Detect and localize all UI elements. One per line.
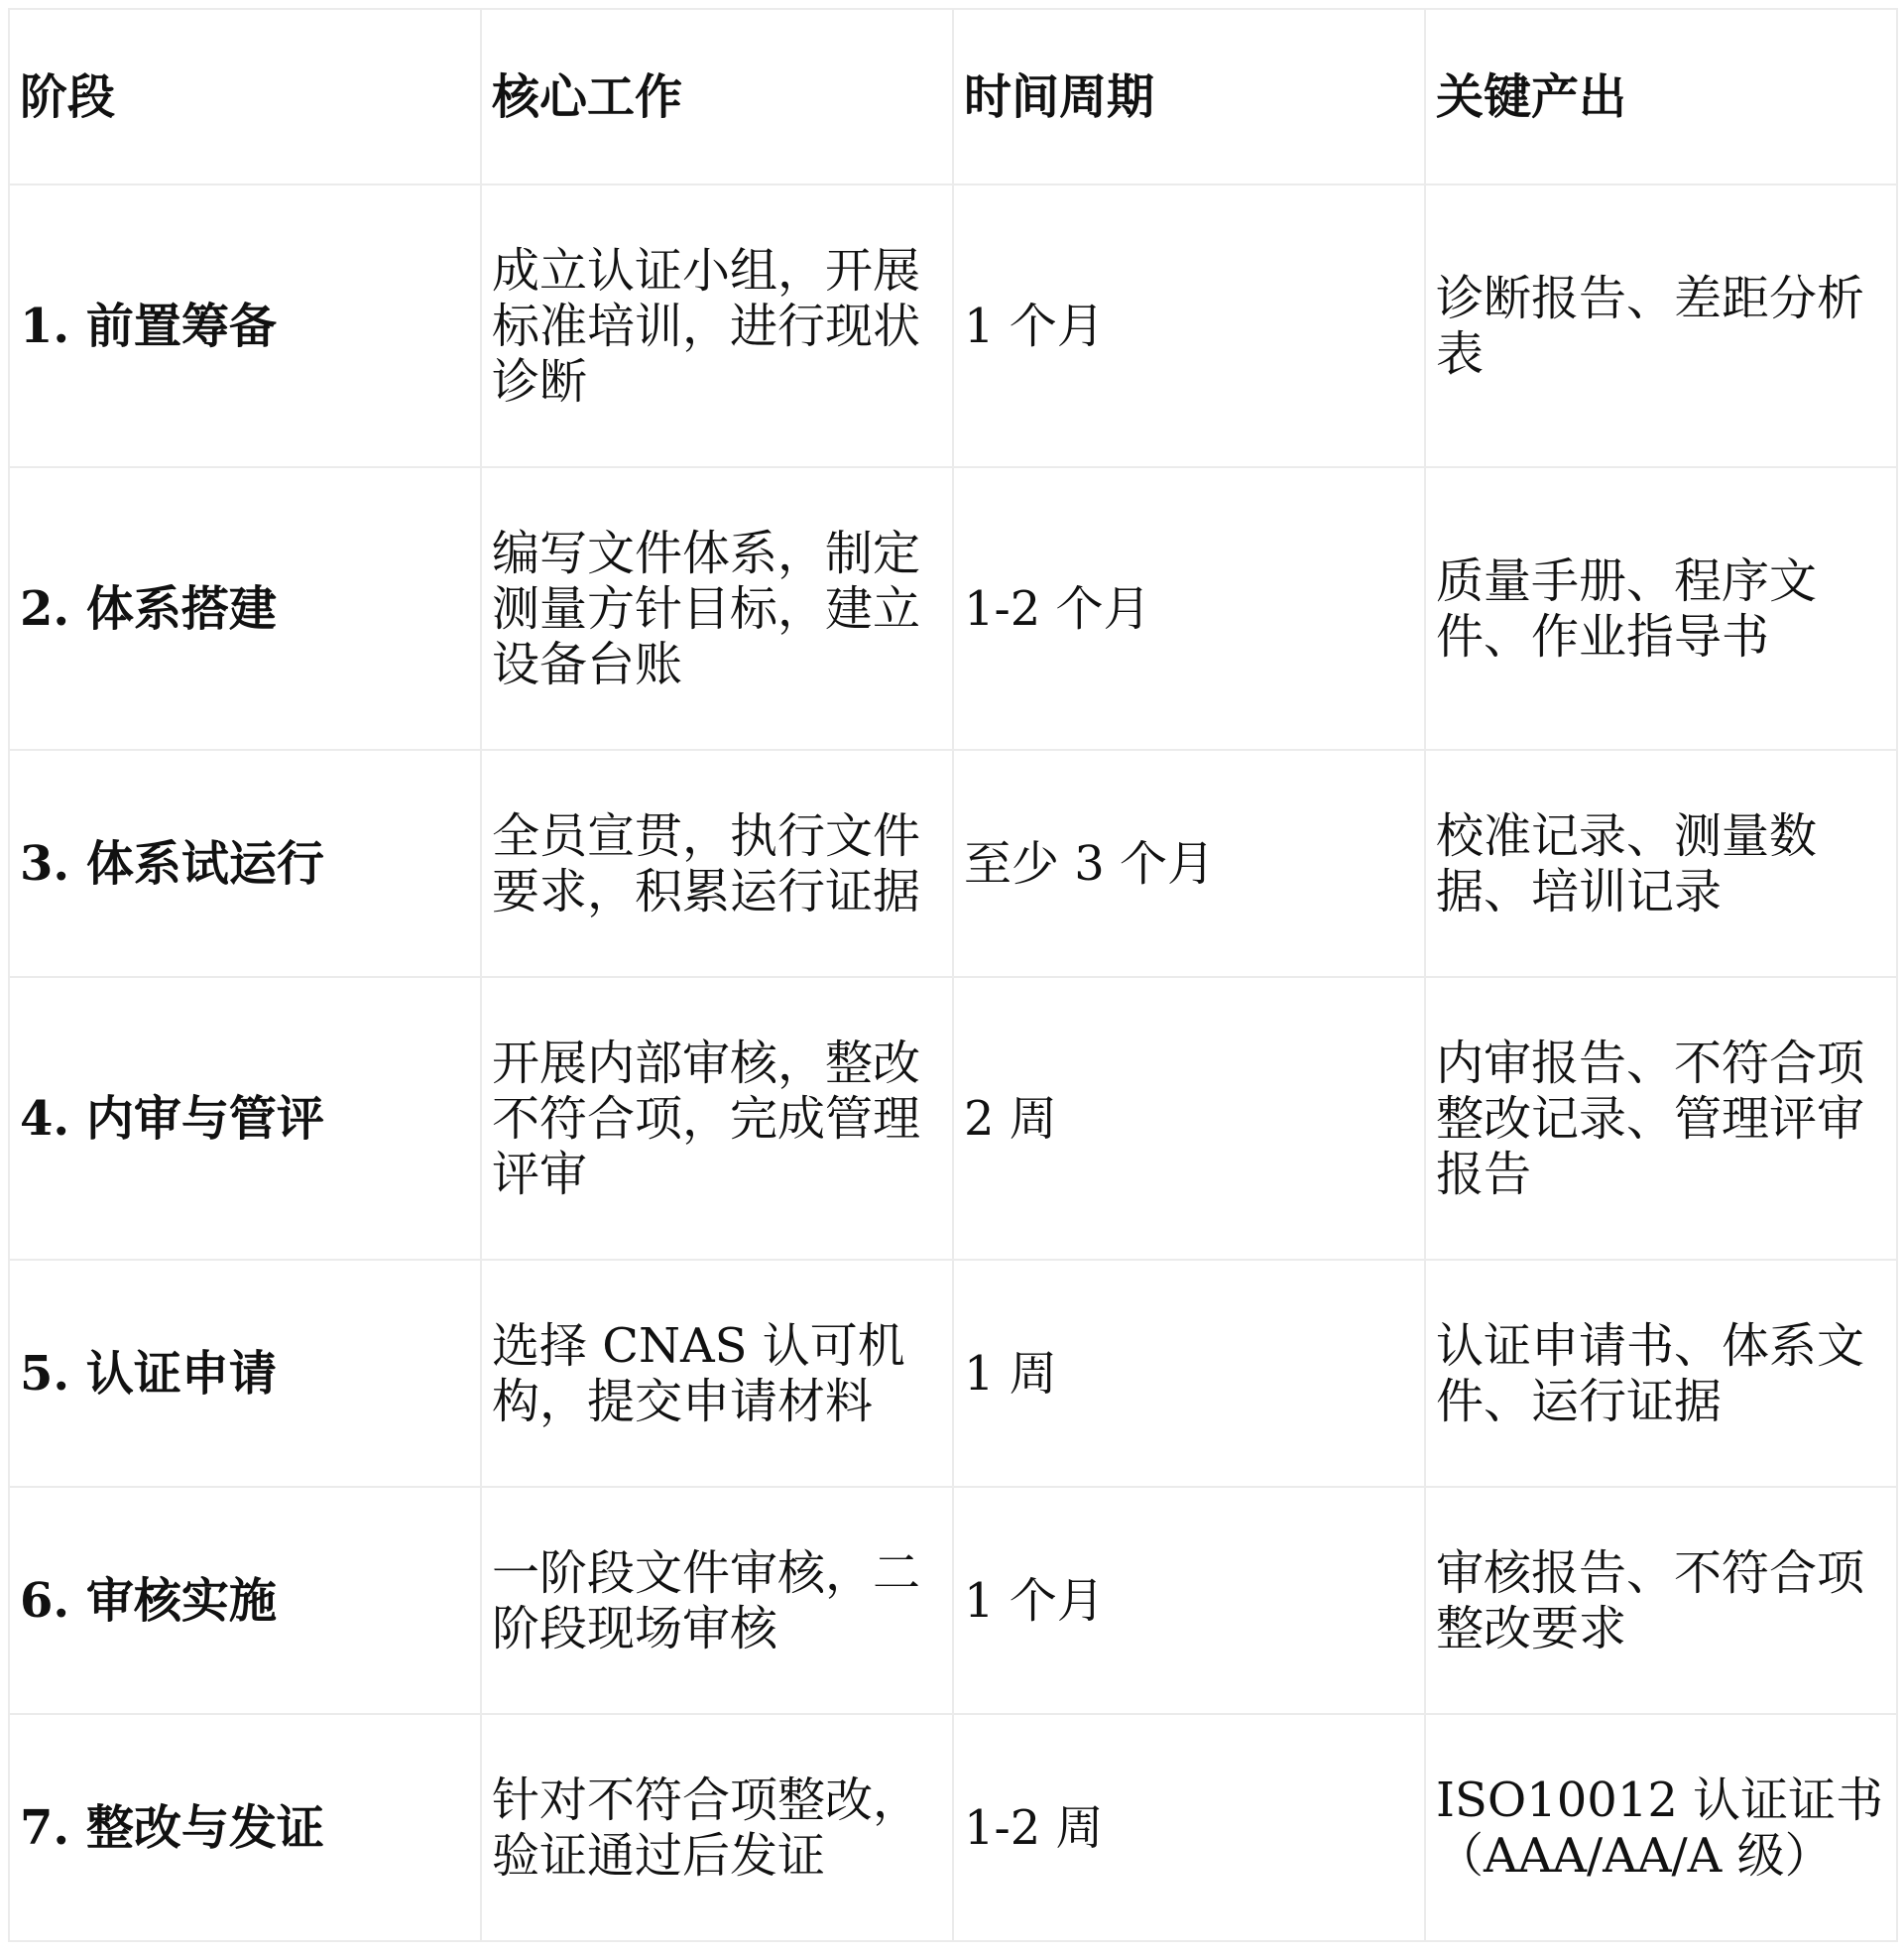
cell-key-output: ISO10012 认证证书（AAA/AA/A 级） [1425,1714,1897,1941]
table-row [9,1487,1897,1714]
cell-time-period: 至少 3 个月 [953,750,1425,977]
cell-core-work: 编写文件体系，制定测量方针目标，建立设备台账 [481,467,953,750]
header-key-output: 关键产出 [1425,9,1897,184]
certification-stages-table-container [8,8,1896,1942]
cell-time-period: 1 周 [953,1260,1425,1487]
table-row [9,184,1897,467]
cell-time-period: 1-2 周 [953,1714,1425,1941]
table-row [9,977,1897,1260]
cell-time-period: 1-2 个月 [953,467,1425,750]
header-time-period: 时间周期 [953,9,1425,184]
table-row [9,1260,1897,1487]
cell-stage: 6. 审核实施 [9,1487,481,1714]
cell-core-work: 全员宣贯，执行文件要求，积累运行证据 [481,750,953,977]
cell-stage: 7. 整改与发证 [9,1714,481,1941]
header-core-work: 核心工作 [481,9,953,184]
cell-key-output: 诊断报告、差距分析表 [1425,184,1897,467]
cell-time-period: 1 个月 [953,184,1425,467]
cell-core-work: 开展内部审核，整改不符合项，完成管理评审 [481,977,953,1260]
table-row [9,750,1897,977]
cell-time-period: 2 周 [953,977,1425,1260]
certification-stages-table [8,8,1898,1942]
cell-key-output: 审核报告、不符合项整改要求 [1425,1487,1897,1714]
cell-stage: 2. 体系搭建 [9,467,481,750]
cell-key-output: 内审报告、不符合项整改记录、管理评审报告 [1425,977,1897,1260]
header-stage: 阶段 [9,9,481,184]
cell-core-work: 一阶段文件审核，二阶段现场审核 [481,1487,953,1714]
cell-time-period: 1 个月 [953,1487,1425,1714]
cell-key-output: 质量手册、程序文件、作业指导书 [1425,467,1897,750]
cell-key-output: 校准记录、测量数据、培训记录 [1425,750,1897,977]
table-row [9,467,1897,750]
table-row [9,1714,1897,1941]
cell-stage: 3. 体系试运行 [9,750,481,977]
cell-key-output: 认证申请书、体系文件、运行证据 [1425,1260,1897,1487]
cell-core-work: 选择 CNAS 认可机构，提交申请材料 [481,1260,953,1487]
cell-stage: 4. 内审与管评 [9,977,481,1260]
cell-core-work: 成立认证小组，开展标准培训，进行现状诊断 [481,184,953,467]
cell-stage: 5. 认证申请 [9,1260,481,1487]
cell-core-work: 针对不符合项整改，验证通过后发证 [481,1714,953,1941]
cell-stage: 1. 前置筹备 [9,184,481,467]
table-header-row [9,9,1897,184]
